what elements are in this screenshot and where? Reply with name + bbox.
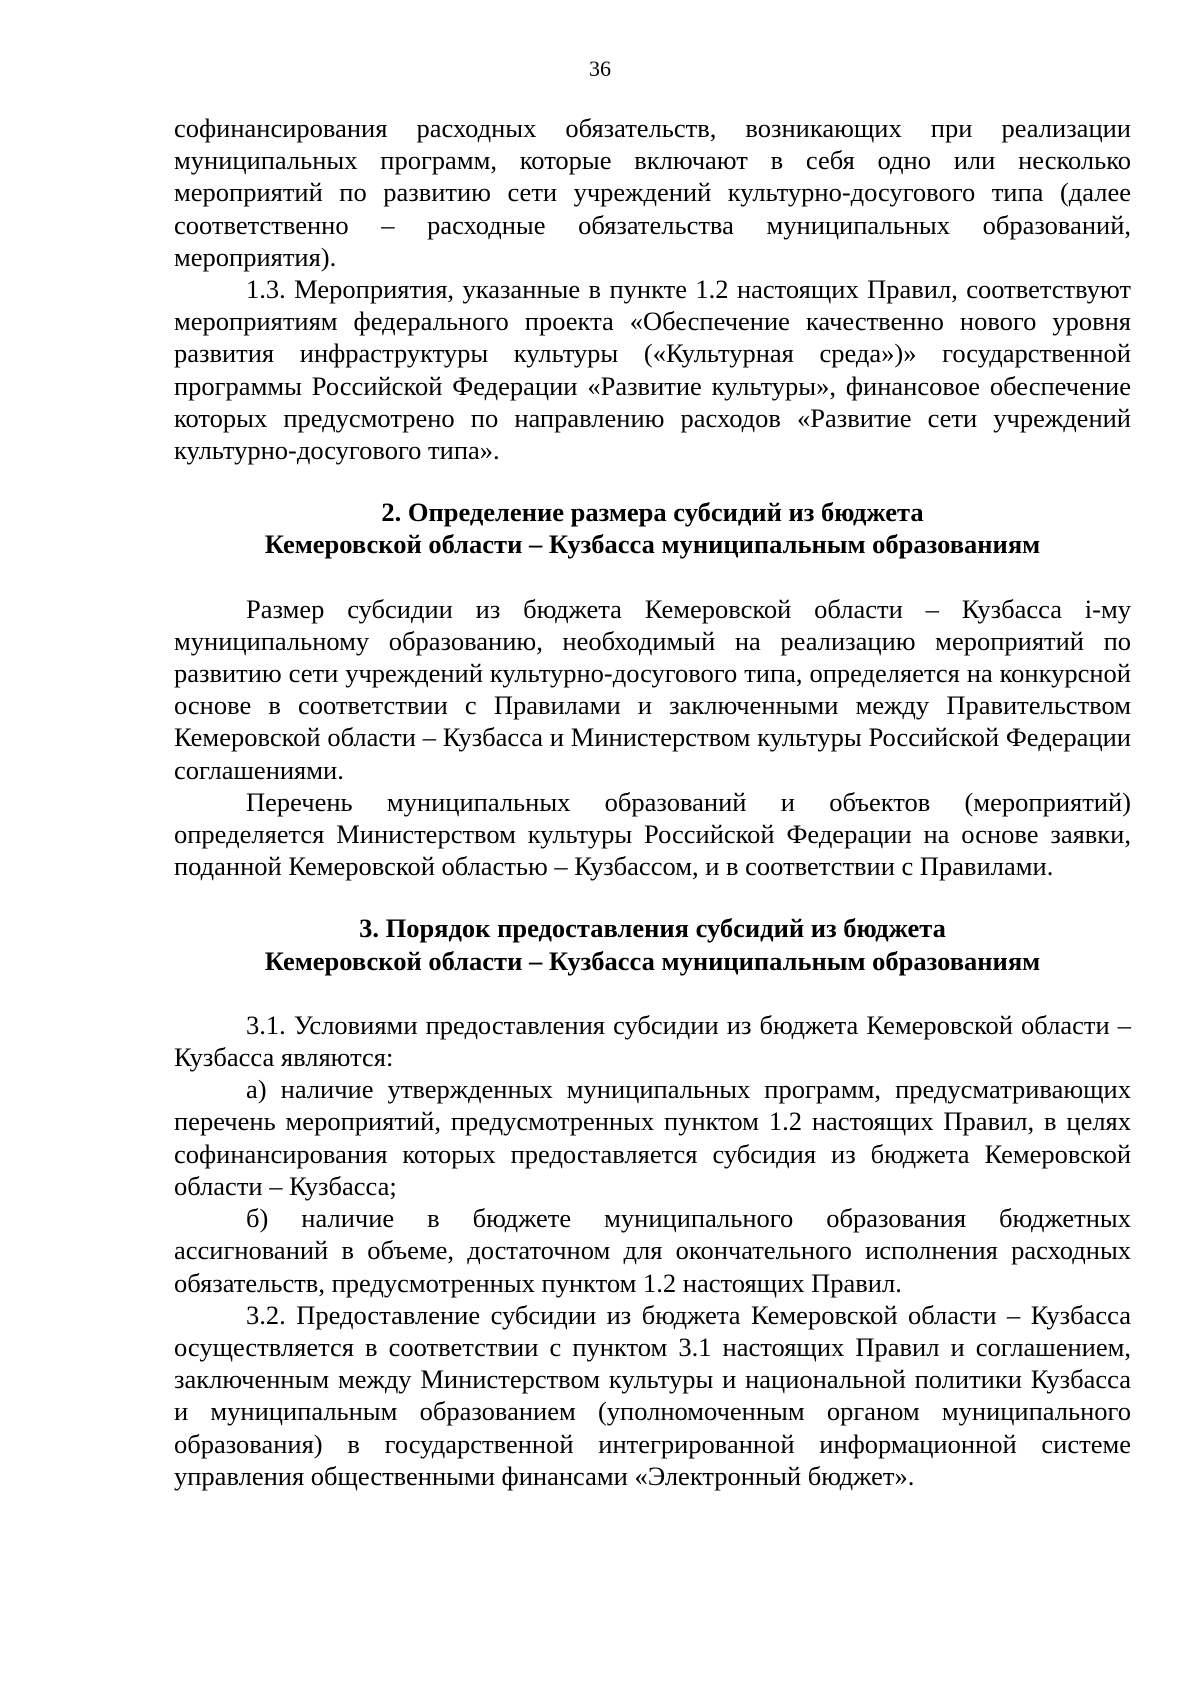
paragraph-3-2: 3.2. Предоставление субсидии из бюджета Кемеровской области – Кузбасса осуществляется в соответствии с пунктом 3.1 настоящих Правил и соглашением, заключенным между Министерством культуры и национальной политики Кузбасса и муниципальным образованием (уполномоченным органом муниципального образования) в государственной интегрированной информационной системе управления общественными финансами «Электронный бюджет». xyxy=(174,1299,1131,1491)
section-3-heading-line-2: Кемеровской области – Кузбасса муниципальным образованиям xyxy=(264,945,1041,976)
paragraph-2-2: Перечень муниципальных образований и объектов (мероприятий) определяется Министерством культуры Российской Федерации на основе заявки, поданной Кемеровской областью – Кузбассом, и в соответствии с Правилами. xyxy=(174,786,1131,882)
section-2-heading-line-1: 2. Определение размера субсидий из бюджета xyxy=(381,497,924,528)
paragraph-continuation: софинансирования расходных обязательств, возникающих при реализации муниципальных программ, которые включают в себя одно или несколько мероприятий по развитию сети учреждений культурно-досугового типа (далее соответственно – расходные обязательства муниципальных образований, мероприятия). xyxy=(174,113,1131,272)
paragraph-1-3: 1.3. Мероприятия, указанные в пункте 1.2 настоящих Правил, соответствуют мероприятиям федерального проекта «Обеспечение качественно нового уровня развития инфраструктуры культуры («Культурная среда»)» государственной программы Российской Федерации «Развитие культуры», финансовое обеспечение которых предусмотрено по направлению расходов «Развитие сети учреждений культурно-досугового типа». xyxy=(174,274,1131,466)
paragraph-3-1-b: б) наличие в бюджете муниципального образования бюджетных ассигнований в объеме, достаточном для окончательного исполнения расходных обязательств, предусмотренных пунктом 1.2 настоящих Правил. xyxy=(174,1203,1131,1298)
section-3-heading-line-1: 3. Порядок предоставления субсидий из бюджета xyxy=(359,913,946,944)
section-3-heading xyxy=(174,912,1131,976)
paragraph-2-1: Размер субсидии из бюджета Кемеровской области – Кузбасса i-му муниципальному образованию, необходимый на реализацию мероприятий по развитию сети учреждений культурно-досугового типа, определяется на конкурсной основе в соответствии с Правилами и заключенными между Правительством Кемеровской области – Кузбасса и Министерством культуры Российской Федерации соглашениями. xyxy=(174,593,1131,785)
page-number: 36 xyxy=(589,56,611,81)
section-2-heading-line-2: Кемеровской области – Кузбасса муниципальным образованиям xyxy=(264,529,1041,560)
section-2-heading xyxy=(174,496,1131,560)
paragraph-3-1-a: а) наличие утвержденных муниципальных программ, предусматривающих перечень мероприятий, предусмотренных пунктом 1.2 настоящих Правил, в целях софинансирования которых предоставляется субсидия из бюджета Кемеровской области – Кузбасса; xyxy=(174,1074,1131,1201)
paragraph-3-1: 3.1. Условиями предоставления субсидии из бюджета Кемеровской области – Кузбасса являются: xyxy=(174,1009,1131,1073)
document-body xyxy=(174,112,1131,1492)
